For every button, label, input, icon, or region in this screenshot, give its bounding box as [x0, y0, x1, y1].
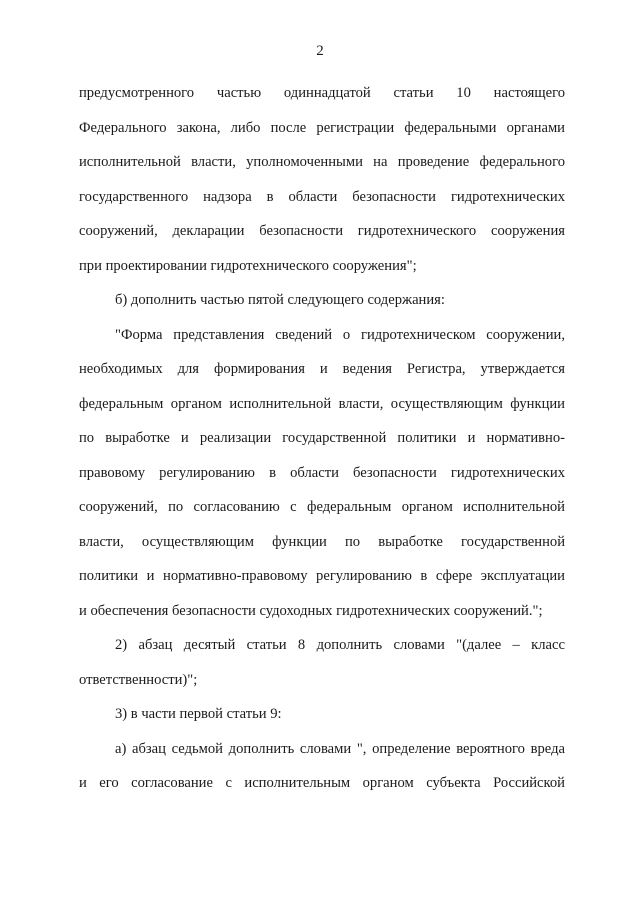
text-line: и обеспечения безопасности судоходных гидротехнических сооружений."; [79, 602, 543, 619]
text-line: ответственности)"; [79, 671, 198, 688]
text-line: предусмотренного частью одиннадцатой статьи 10 настоящего [79, 85, 565, 101]
text-line: б) дополнить частью пятой следующего содержания: [115, 292, 445, 308]
text-line: правовому регулированию в области безопасности гидротехнических [79, 464, 565, 481]
paragraph-quoted-amendment [79, 318, 565, 629]
paragraph-continuation [79, 76, 565, 283]
page-number: 2 [316, 43, 324, 59]
paragraph-item-2 [79, 628, 565, 697]
text-line: необходимых для формирования и ведения Регистра, утверждается [79, 361, 565, 377]
paragraph-item-b [79, 283, 565, 318]
text-line: государственного надзора в области безопасности гидротехнических [79, 188, 565, 205]
text-line: "Форма представления сведений о гидротехническом сооружении, [115, 326, 565, 343]
text-line: политики и нормативно-правовому регулированию в сфере эксплуатации [79, 568, 565, 584]
text-line: 2) абзац десятый статьи 8 дополнить словами "(далее – класс [115, 637, 565, 653]
text-line: федеральным органом исполнительной власти, осуществляющим функции [79, 395, 565, 412]
text-line: 3) в части первой статьи 9: [115, 706, 282, 722]
paragraph-item-3 [79, 697, 565, 732]
document-body [79, 76, 565, 801]
text-line: исполнительной власти, уполномоченными на проведение федерального [79, 154, 565, 170]
text-line: сооружений, по согласованию с федеральным органом исполнительной [79, 499, 565, 515]
text-line: при проектировании гидротехнического сооружения"; [79, 257, 417, 274]
text-line: по выработке и реализации государственной политики и нормативно- [79, 430, 565, 446]
text-line: Федерального закона, либо после регистрации федеральными органами [79, 119, 565, 136]
text-line: власти, осуществляющим функции по выработке государственной [79, 533, 565, 550]
text-line: и его согласование с исполнительным органом субъекта Российской [79, 775, 565, 791]
text-line: сооружений, декларации безопасности гидротехнического сооружения [79, 223, 565, 239]
paragraph-item-a [79, 732, 565, 801]
text-line: а) абзац седьмой дополнить словами ", определение вероятного вреда [115, 740, 565, 757]
